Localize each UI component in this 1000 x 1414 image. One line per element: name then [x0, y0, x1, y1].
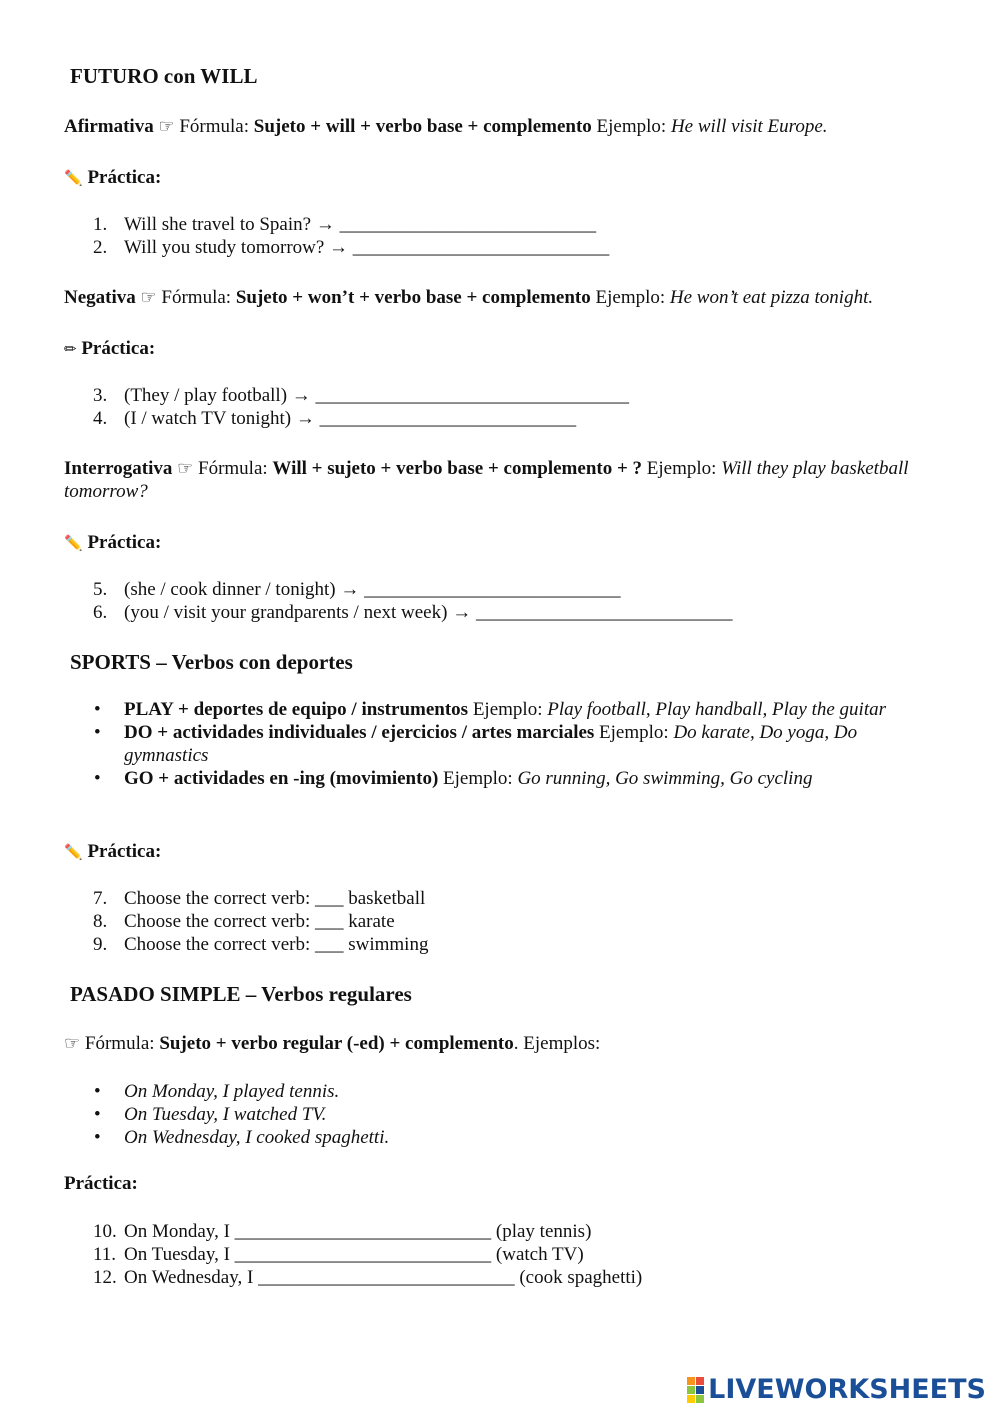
logo-blocks-icon — [687, 1377, 704, 1403]
list-item: 3. (They / play football) → _________________________________ — [93, 385, 630, 406]
list-item: 4. (I / watch TV tonight) → ___________________________ — [93, 408, 577, 429]
list-item: 7. Choose the correct verb: ___ basketball — [93, 888, 426, 909]
section-title-pasado: PASADO SIMPLE – Verbos regulares — [70, 982, 412, 1006]
bullet-icon: • — [94, 1081, 101, 1102]
pointing-hand-icon: ☞ — [158, 116, 175, 137]
list-item: • PLAY + deportes de equipo / instrumentos Ejemplo: Play football, Play handball, Play the guitar — [94, 699, 887, 720]
interrogativa-line — [64, 457, 914, 503]
practica-heading-1 — [64, 167, 161, 189]
afirmativa-formula: Sujeto + will + verbo base + complemento — [253, 116, 592, 137]
exercise-text[interactable]: Will she travel to Spain? → ___________________________ — [124, 214, 597, 235]
practica-label: Práctica: — [64, 1173, 138, 1194]
exercise-text[interactable]: On Monday, I ___________________________ (play tennis) — [124, 1221, 592, 1242]
list-item: • On Wednesday, I cooked spaghetti. — [94, 1127, 390, 1148]
exercise-text[interactable]: Choose the correct verb: ___ basketball — [124, 888, 426, 909]
exercise-text[interactable]: On Tuesday, I ___________________________ (watch TV) — [124, 1244, 584, 1265]
pencil-icon: ✏️ — [64, 843, 83, 861]
practica-heading-2 — [64, 338, 155, 360]
bullet-icon: • — [94, 722, 101, 743]
negativa-line — [64, 287, 873, 309]
list-item: 11. On Tuesday, I ___________________________ (watch TV) — [93, 1244, 584, 1265]
pointing-hand-icon: ☞ — [64, 1033, 81, 1054]
examples-label: . Ejemplos: — [513, 1033, 601, 1054]
negativa-example: He won’t eat pizza tonight. — [669, 287, 874, 308]
interrogativa-formula: Will + sujeto + verbo base + complemento + ? — [272, 458, 643, 479]
practica-label: Práctica: — [87, 167, 162, 188]
bullet-icon: • — [94, 768, 101, 789]
list-item: 2. Will you study tomorrow? → ___________________________ — [93, 237, 610, 258]
practica-label: Práctica: — [87, 532, 162, 553]
section-title-futuro: FUTURO con WILL — [70, 64, 258, 88]
exercise-text[interactable]: (she / cook dinner / tonight) → ___________________________ — [124, 579, 621, 600]
pasado-formula-line — [64, 1033, 600, 1055]
exercise-text[interactable]: Choose the correct verb: ___ karate — [124, 911, 395, 932]
pencil-icon: ✏️ — [64, 534, 83, 552]
practica-heading-3 — [64, 532, 161, 554]
logo-text: LIVEWORKSHEETS — [708, 1374, 986, 1405]
exercise-text[interactable]: (you / visit your grandparents / next week) → ___________________________ — [124, 602, 733, 623]
list-item: • GO + actividades en -ing (movimiento) Ejemplo: Go running, Go swimming, Go cycling — [94, 768, 813, 789]
pasado-examples-list — [93, 1080, 913, 1149]
list-item: • On Monday, I played tennis. — [94, 1081, 340, 1102]
afirmativa-label: Afirmativa — [64, 116, 154, 137]
list-item: 6. (you / visit your grandparents / next week) → ___________________________ — [93, 602, 733, 623]
bullet-icon: • — [94, 699, 101, 720]
formula-label: Fórmula: — [198, 458, 268, 479]
formula-label: Fórmula: — [161, 287, 232, 308]
practica-heading-5 — [64, 1173, 138, 1195]
afirmativa-example: He will visit Europe. — [670, 116, 828, 137]
afirmativa-line — [64, 116, 828, 138]
pencil-icon: ✏️ — [64, 169, 83, 187]
list-item: • DO + actividades individuales / ejercicios / artes marciales Ejemplo: Do karate, Do yoga, Do gymnastics — [94, 722, 858, 766]
pencil-icon: ✏ — [64, 340, 77, 358]
list-item: • On Tuesday, I watched TV. — [94, 1104, 327, 1125]
formula-label: Fórmula: — [179, 116, 250, 137]
practice-list-4 — [93, 887, 428, 956]
negativa-formula: Sujeto + won’t + verbo base + complemento — [235, 287, 591, 308]
negativa-label: Negativa — [64, 287, 136, 308]
pasado-formula: Sujeto + verbo regular (-ed) + complemento — [159, 1033, 514, 1054]
liveworksheets-logo[interactable] — [687, 1374, 986, 1405]
list-item: 9. Choose the correct verb: ___ swimming — [93, 934, 429, 955]
list-item: 1. Will she travel to Spain? → ___________________________ — [93, 214, 597, 235]
practica-heading-4 — [64, 841, 161, 863]
practice-list-5 — [93, 1220, 642, 1289]
interrogativa-label: Interrogativa — [64, 458, 173, 479]
exercise-text[interactable]: Choose the correct verb: ___ swimming — [124, 934, 429, 955]
example-label: Ejemplo: — [596, 116, 667, 137]
list-item: 10. On Monday, I ___________________________ (play tennis) — [93, 1221, 592, 1242]
pointing-hand-icon: ☞ — [177, 458, 194, 479]
bullet-icon: • — [94, 1127, 101, 1148]
bullet-icon: • — [94, 1104, 101, 1125]
exercise-text[interactable]: Will you study tomorrow? → ___________________________ — [124, 237, 610, 258]
example-label: Ejemplo: — [595, 287, 666, 308]
practica-label: Práctica: — [87, 841, 162, 862]
pointing-hand-icon: ☞ — [140, 287, 157, 308]
practice-list-2 — [93, 384, 629, 430]
exercise-text[interactable]: (I / watch TV tonight) → ___________________________ — [124, 408, 577, 429]
practica-label: Práctica: — [81, 338, 156, 359]
list-item: 5. (she / cook dinner / tonight) → ___________________________ — [93, 579, 621, 600]
list-item: 8. Choose the correct verb: ___ karate — [93, 911, 395, 932]
formula-label: Fórmula: — [84, 1033, 155, 1054]
exercise-text[interactable]: On Wednesday, I ___________________________ (cook spaghetti) — [124, 1267, 643, 1288]
list-item: 12. On Wednesday, I ___________________________ (cook spaghetti) — [93, 1267, 643, 1288]
example-label: Ejemplo: — [646, 458, 717, 479]
interrogativa-example: Will they play basketball tomorrow? — [64, 458, 909, 502]
exercise-text[interactable]: (They / play football) → _________________________________ — [124, 385, 630, 406]
practice-list-1 — [93, 213, 609, 259]
section-title-sports: SPORTS – Verbos con deportes — [70, 650, 353, 674]
practice-list-3 — [93, 578, 732, 624]
sports-rules-list — [93, 698, 913, 790]
